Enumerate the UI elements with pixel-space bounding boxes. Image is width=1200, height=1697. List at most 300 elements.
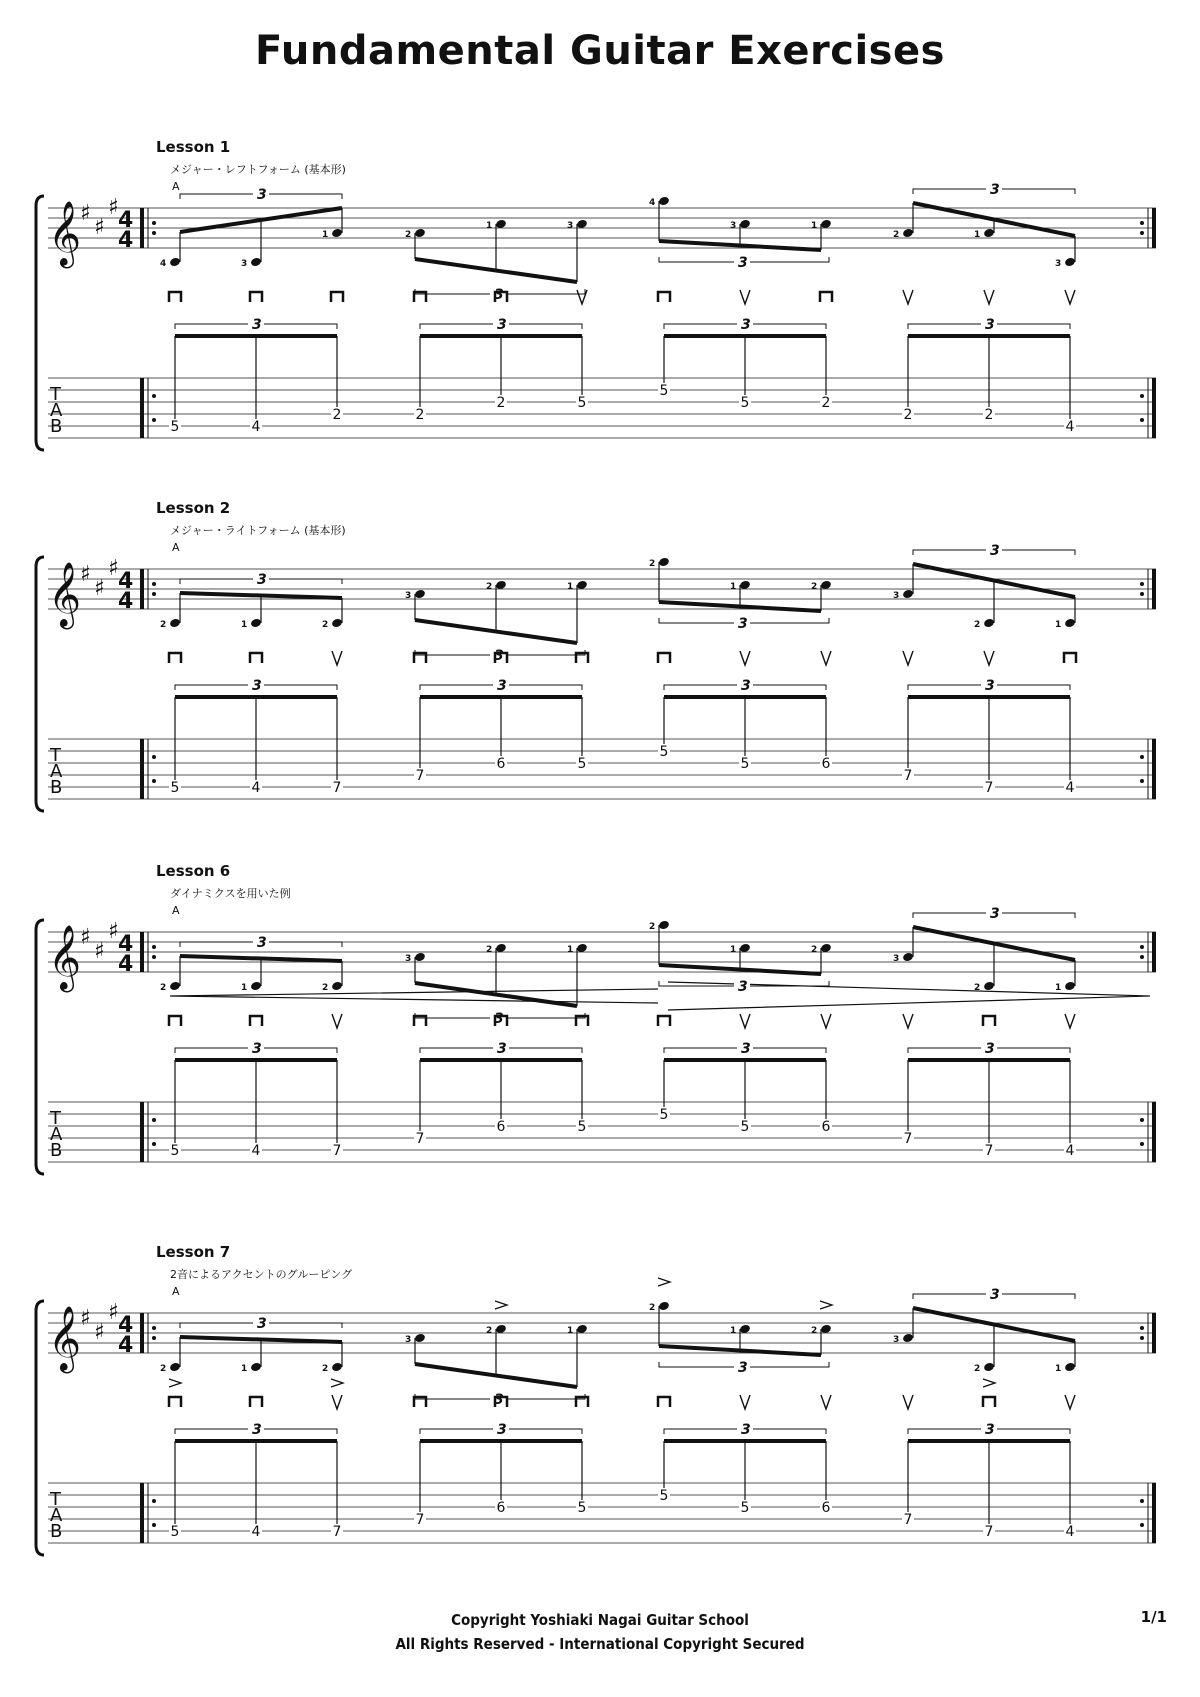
score-system	[0, 499, 1200, 829]
fret-number: 7	[332, 1524, 342, 1540]
repeat-dot	[1140, 582, 1144, 586]
repeat-dot	[152, 1326, 156, 1330]
fingering-number: 2	[160, 983, 167, 993]
fret-number: 2	[903, 407, 913, 423]
tab-clef-letter: T	[50, 1108, 61, 1129]
fret-number: 5	[740, 756, 750, 772]
repeat-dot	[152, 394, 156, 398]
fingering-number: 3	[893, 1335, 900, 1345]
upstroke-icon	[903, 651, 913, 665]
copyright-line: Copyright Yoshiaki Nagai Guitar School	[451, 1611, 749, 1629]
fret-number: 6	[821, 1119, 831, 1135]
fingering-number: 4	[649, 198, 656, 208]
lesson-title: Lesson 7	[156, 1243, 231, 1261]
triplet-group	[160, 935, 343, 1159]
tab-triplet-number: 3	[985, 1422, 995, 1438]
time-sig-top: 4	[118, 208, 134, 233]
repeat-dot	[1140, 1523, 1144, 1527]
downstroke-icon	[983, 1016, 995, 1026]
downstroke-icon	[169, 653, 181, 663]
fret-number: 5	[659, 1488, 669, 1504]
tab-triplet-number: 3	[985, 317, 995, 333]
downstroke-icon	[1064, 653, 1076, 663]
notehead	[250, 257, 262, 268]
repeat-dot	[1140, 955, 1144, 959]
footer-copyright	[0, 1608, 1200, 1656]
fingering-number: 1	[567, 582, 574, 592]
fret-number: 7	[984, 1524, 994, 1540]
fret-number: 4	[251, 780, 261, 796]
page-title: Fundamental Guitar Exercises	[255, 28, 945, 74]
accent-mark	[658, 1278, 670, 1286]
repeat-dot	[1140, 418, 1144, 422]
fret-number: 5	[740, 1119, 750, 1135]
fingering-number: 4	[160, 259, 167, 269]
triplet-number: 3	[738, 255, 748, 271]
downstroke-icon	[331, 292, 343, 302]
tab-triplet-number: 3	[497, 678, 507, 694]
upstroke-icon	[903, 290, 913, 304]
downstroke-icon	[250, 292, 262, 302]
fret-number: 7	[903, 768, 913, 784]
fret-number: 2	[415, 407, 425, 423]
repeat-dot	[1140, 1326, 1144, 1330]
upstroke-icon	[332, 1014, 342, 1028]
tab-triplet-number: 3	[741, 678, 751, 694]
notehead	[983, 618, 995, 629]
rehearsal-mark: A	[172, 1285, 180, 1298]
fret-number: 4	[1065, 1524, 1075, 1540]
notehead	[658, 920, 670, 931]
tab-clef-letter: B	[50, 416, 63, 437]
tab-triplet-number: 3	[252, 1422, 262, 1438]
tab-triplet-number: 3	[985, 678, 995, 694]
lesson-block	[0, 138, 1200, 468]
notehead	[658, 557, 670, 568]
fingering-number: 1	[486, 221, 493, 231]
repeat-dot	[152, 231, 156, 235]
fingering-number: 1	[322, 230, 329, 240]
upstroke-icon	[332, 651, 342, 665]
repeat-dot	[152, 1523, 156, 1527]
tab-triplet-number: 3	[985, 1041, 995, 1057]
notehead	[414, 952, 426, 963]
repeat-dot	[1140, 945, 1144, 949]
fingering-number: 2	[974, 620, 981, 630]
fret-number: 5	[659, 383, 669, 399]
notehead	[658, 196, 670, 207]
fret-number: 4	[251, 1143, 261, 1159]
repeat-dot	[1140, 221, 1144, 225]
downstroke-icon	[983, 1397, 995, 1407]
fingering-number: 1	[730, 945, 737, 955]
fingering-number: 1	[241, 620, 248, 630]
triplet-number: 3	[494, 1392, 504, 1408]
fret-number: 6	[821, 756, 831, 772]
triplet-group	[405, 219, 588, 423]
triplet-number: 3	[494, 287, 504, 303]
notehead	[331, 228, 343, 239]
notehead	[331, 618, 343, 629]
fret-number: 7	[332, 780, 342, 796]
fingering-number: 3	[567, 221, 574, 231]
accent-mark	[331, 1379, 343, 1387]
fingering-number: 1	[974, 230, 981, 240]
downstroke-icon	[658, 1397, 670, 1407]
note-beam	[180, 956, 342, 961]
repeat-dot	[152, 1336, 156, 1340]
fret-number: 2	[821, 395, 831, 411]
fret-number: 2	[332, 407, 342, 423]
fingering-number: 2	[649, 922, 656, 932]
lesson-subtitle: ダイナミクスを用いた例	[170, 887, 291, 900]
rehearsal-mark: A	[172, 541, 180, 554]
tab-triplet-number: 3	[252, 317, 262, 333]
downstroke-icon	[658, 653, 670, 663]
triplet-group	[405, 1301, 588, 1528]
downstroke-icon	[169, 292, 181, 302]
system-bracket	[36, 920, 44, 1174]
treble-clef-icon: 𝄞	[48, 1306, 82, 1371]
upstroke-icon	[821, 1014, 831, 1028]
score-system	[0, 862, 1200, 1192]
fret-number: 5	[170, 1143, 180, 1159]
triplet-group	[893, 543, 1076, 796]
fret-number: 7	[415, 768, 425, 784]
fingering-number: 2	[322, 1364, 329, 1374]
tab-clef-letter: T	[50, 384, 61, 405]
notehead	[169, 1362, 181, 1373]
repeat-dot	[152, 1499, 156, 1503]
downstroke-icon	[658, 1016, 670, 1026]
fingering-number: 1	[1055, 620, 1062, 630]
notehead	[331, 1362, 343, 1373]
fret-number: 7	[903, 1131, 913, 1147]
accent-mark	[169, 1379, 181, 1387]
lesson-title: Lesson 6	[156, 862, 231, 880]
lesson-block	[0, 499, 1200, 829]
tab-clef-letter: A	[50, 400, 63, 421]
score-system	[0, 1243, 1200, 1573]
sharp-icon: ♯	[94, 939, 105, 964]
fret-number: 4	[1065, 1143, 1075, 1159]
downstroke-icon	[169, 1397, 181, 1407]
fret-number: 6	[496, 1119, 506, 1135]
tab-clef-letter: A	[50, 761, 63, 782]
fingering-number: 2	[811, 582, 818, 592]
notehead	[250, 1362, 262, 1373]
tab-clef-letter: A	[50, 1505, 63, 1526]
sharp-icon: ♯	[108, 1300, 119, 1325]
time-sig-top: 4	[118, 1313, 134, 1338]
fret-number: 4	[1065, 419, 1075, 435]
fingering-number: 1	[567, 1326, 574, 1336]
notehead	[902, 589, 914, 600]
fingering-number: 2	[811, 945, 818, 955]
fingering-number: 3	[893, 591, 900, 601]
fingering-number: 2	[974, 1364, 981, 1374]
tab-clef-letter: B	[50, 1521, 63, 1542]
score-system	[0, 138, 1200, 468]
notehead	[1064, 981, 1076, 992]
downstroke-icon	[250, 1397, 262, 1407]
triplet-number: 3	[738, 1360, 748, 1376]
fingering-number: 2	[811, 1326, 818, 1336]
fret-number: 7	[332, 1143, 342, 1159]
triplet-group	[160, 1316, 343, 1540]
repeat-dot	[1140, 231, 1144, 235]
rights-line: All Rights Reserved - International Copyright Secured	[395, 1635, 805, 1653]
notehead	[169, 257, 181, 268]
tab-triplet-number: 3	[252, 678, 262, 694]
time-sig-bottom: 4	[118, 589, 134, 614]
accent-mark	[983, 1379, 995, 1387]
treble-clef-icon: 𝄞	[48, 925, 82, 990]
notehead	[250, 618, 262, 629]
time-sig-top: 4	[118, 569, 134, 594]
upstroke-icon	[740, 651, 750, 665]
tab-clef-letter: T	[50, 745, 61, 766]
repeat-dot	[1140, 1499, 1144, 1503]
triplet-group	[893, 906, 1076, 1159]
system-bracket	[36, 196, 44, 450]
fingering-number: 1	[730, 1326, 737, 1336]
upstroke-icon	[984, 290, 994, 304]
lesson-subtitle: メジャー・レフトフォーム (基本形)	[170, 163, 346, 176]
time-sig-bottom: 4	[118, 952, 134, 977]
fret-number: 5	[577, 1500, 587, 1516]
repeat-dot	[152, 1118, 156, 1122]
triplet-number: 3	[738, 979, 748, 995]
fret-number: 5	[170, 780, 180, 796]
sharp-icon: ♯	[80, 925, 91, 950]
tab-triplet-number: 3	[741, 1422, 751, 1438]
notehead	[331, 981, 343, 992]
notehead	[169, 981, 181, 992]
lesson-subtitle: 2音によるアクセントのグルーピング	[170, 1268, 353, 1281]
sharp-icon: ♯	[108, 919, 119, 944]
treble-clef-icon: 𝄞	[48, 562, 82, 627]
repeat-dot	[152, 418, 156, 422]
triplet-group	[405, 943, 588, 1147]
triplet-number: 3	[990, 543, 1000, 559]
triplet-group	[893, 1287, 1076, 1540]
triplet-group	[160, 187, 343, 435]
fingering-number: 1	[730, 582, 737, 592]
fret-number: 5	[577, 1119, 587, 1135]
note-beam	[180, 593, 342, 598]
fingering-number: 1	[241, 983, 248, 993]
fret-number: 7	[903, 1512, 913, 1528]
fingering-number: 2	[322, 983, 329, 993]
repeat-dot	[1140, 394, 1144, 398]
lesson-block	[0, 1243, 1200, 1573]
triplet-number: 3	[257, 1316, 267, 1332]
triplet-number: 3	[257, 935, 267, 951]
triplet-number: 3	[494, 648, 504, 664]
fret-number: 6	[821, 1500, 831, 1516]
downstroke-icon	[250, 653, 262, 663]
fret-number: 7	[415, 1131, 425, 1147]
downstroke-icon	[169, 1016, 181, 1026]
rehearsal-mark: A	[172, 904, 180, 917]
repeat-dot	[152, 955, 156, 959]
repeat-dot	[1140, 779, 1144, 783]
sharp-icon: ♯	[80, 1306, 91, 1331]
fingering-number: 2	[322, 620, 329, 630]
lesson-subtitle: メジャー・ライトフォーム (基本形)	[170, 524, 346, 537]
fret-number: 2	[496, 395, 506, 411]
fingering-number: 2	[486, 1326, 493, 1336]
fingering-number: 3	[405, 1335, 412, 1345]
fret-number: 5	[740, 395, 750, 411]
fingering-number: 2	[486, 582, 493, 592]
tab-triplet-number: 3	[252, 1041, 262, 1057]
upstroke-icon	[740, 290, 750, 304]
tab-triplet-number: 3	[497, 1422, 507, 1438]
sharp-icon: ♯	[80, 201, 91, 226]
tab-triplet-number: 3	[497, 1041, 507, 1057]
upstroke-icon	[903, 1014, 913, 1028]
notehead	[1064, 257, 1076, 268]
sharp-icon: ♯	[94, 1320, 105, 1345]
fingering-number: 3	[1055, 259, 1062, 269]
lesson-block	[0, 862, 1200, 1192]
notehead	[983, 1362, 995, 1373]
fingering-number: 1	[1055, 983, 1062, 993]
repeat-dot	[152, 945, 156, 949]
accent-mark	[495, 1301, 507, 1309]
treble-clef-icon: 𝄞	[48, 201, 82, 266]
triplet-number: 3	[990, 1287, 1000, 1303]
time-sig-bottom: 4	[118, 1333, 134, 1358]
fret-number: 5	[170, 1524, 180, 1540]
notehead	[658, 1301, 670, 1312]
page-number: 1/1	[1140, 1608, 1167, 1626]
fret-number: 5	[659, 1107, 669, 1123]
upstroke-icon	[1065, 1395, 1075, 1409]
tab-clef-letter: A	[50, 1124, 63, 1145]
repeat-dot	[1140, 755, 1144, 759]
upstroke-icon	[821, 1395, 831, 1409]
triplet-number: 3	[257, 187, 267, 203]
time-sig-top: 4	[118, 932, 134, 957]
fret-number: 5	[659, 744, 669, 760]
fingering-number: 2	[486, 945, 493, 955]
fingering-number: 1	[811, 221, 818, 231]
time-sig-bottom: 4	[118, 228, 134, 253]
fingering-number: 3	[405, 591, 412, 601]
fret-number: 4	[1065, 780, 1075, 796]
fingering-number: 3	[730, 221, 737, 231]
fret-number: 5	[577, 756, 587, 772]
upstroke-icon	[903, 1395, 913, 1409]
repeat-dot	[152, 1142, 156, 1146]
repeat-dot	[152, 582, 156, 586]
notehead	[902, 1333, 914, 1344]
notehead	[1064, 618, 1076, 629]
note-beam	[180, 1337, 342, 1342]
fret-number: 5	[170, 419, 180, 435]
triplet-group	[160, 572, 343, 796]
fret-number: 2	[984, 407, 994, 423]
repeat-dot	[1140, 1142, 1144, 1146]
fret-number: 6	[496, 756, 506, 772]
notehead	[414, 228, 426, 239]
fret-number: 5	[740, 1500, 750, 1516]
fingering-number: 1	[567, 945, 574, 955]
triplet-number: 3	[990, 182, 1000, 198]
triplet-number: 3	[738, 616, 748, 632]
fingering-number: 1	[241, 1364, 248, 1374]
notehead	[902, 952, 914, 963]
triplet-group	[405, 580, 588, 784]
fingering-number: 2	[160, 1364, 167, 1374]
notehead	[983, 981, 995, 992]
notehead	[1064, 1362, 1076, 1373]
triplet-group	[649, 1278, 832, 1516]
lesson-title: Lesson 2	[156, 499, 231, 517]
upstroke-icon	[740, 1395, 750, 1409]
upstroke-icon	[984, 651, 994, 665]
repeat-dot	[152, 592, 156, 596]
repeat-dot	[1140, 1118, 1144, 1122]
repeat-dot	[1140, 592, 1144, 596]
sharp-icon: ♯	[108, 195, 119, 220]
fingering-number: 2	[160, 620, 167, 630]
downstroke-icon	[250, 1016, 262, 1026]
fret-number: 4	[251, 419, 261, 435]
fingering-number: 3	[241, 259, 248, 269]
downstroke-icon	[820, 292, 832, 302]
fingering-number: 3	[405, 954, 412, 964]
sharp-icon: ♯	[94, 215, 105, 240]
repeat-dot	[1140, 1336, 1144, 1340]
notehead	[414, 589, 426, 600]
triplet-number: 3	[990, 906, 1000, 922]
fret-number: 7	[984, 780, 994, 796]
accent-mark	[820, 1301, 832, 1309]
fret-number: 6	[496, 1500, 506, 1516]
notehead	[169, 618, 181, 629]
fingering-number: 1	[1055, 1364, 1062, 1374]
lesson-title: Lesson 1	[156, 138, 231, 156]
downstroke-icon	[658, 292, 670, 302]
upstroke-icon	[1065, 290, 1075, 304]
triplet-number: 3	[257, 572, 267, 588]
fingering-number: 2	[649, 559, 656, 569]
notehead	[250, 981, 262, 992]
triplet-number: 3	[494, 1011, 504, 1027]
fret-number: 7	[984, 1143, 994, 1159]
fingering-number: 3	[893, 954, 900, 964]
notehead	[902, 228, 914, 239]
sharp-icon: ♯	[108, 556, 119, 581]
repeat-dot	[152, 221, 156, 225]
triplet-group	[893, 182, 1076, 435]
upstroke-icon	[1065, 1014, 1075, 1028]
tab-clef-letter: B	[50, 1140, 63, 1161]
tab-triplet-number: 3	[497, 317, 507, 333]
upstroke-icon	[740, 1014, 750, 1028]
sharp-icon: ♯	[80, 562, 91, 587]
fret-number: 7	[415, 1512, 425, 1528]
fret-number: 4	[251, 1524, 261, 1540]
tab-clef-letter: T	[50, 1489, 61, 1510]
fingering-number: 2	[974, 983, 981, 993]
system-bracket	[36, 1301, 44, 1555]
fingering-number: 2	[893, 230, 900, 240]
